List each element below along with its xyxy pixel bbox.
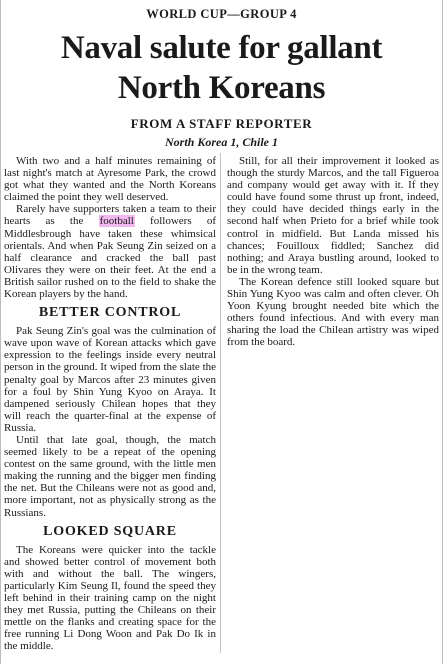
paragraph: Until that late goal, though, the match seemed likely to be a repeat of the opening contest on the same ground, with the little men making the running and the bigger men finding the net. But the Chileans were not as good and, more important, not as physically strong as the Russians. <box>4 433 216 519</box>
subheading-better-control: BETTER CONTROL <box>38 305 182 321</box>
headline-line-1: Naval salute for gallant <box>60 30 383 66</box>
paragraph: The Korean defence still looked square but Shin Yung Kyoo was calm and often clever. Oh Yoon Kyung brought needed bite which the others found infectious. And with every man sharing the load the Chilean artistry was wiped from the board. <box>227 275 439 349</box>
paragraph: The Koreans were quicker into the tackle and showed better control of movement both with and without the ball. The wingers, particularly Kim Seung Il, found the speed they left behind in their training camp on the night they met Russia, putting the Chileans on their mettle on the flanks and creating space for the free running Li Dong Woon and Pak Do Ik in the middle. <box>4 543 216 653</box>
article-column-right <box>227 155 439 349</box>
subheading-looked-square: LOOKED SQUARE <box>43 523 177 539</box>
paragraph: Still, for all their improvement it looked as though the sturdy Marcos, and the tall Figueroa and company would get away with it. If they could have found some thrust up front, indeed, they could have decided things early in the second half when Prieto for a brief while took control in midfield. But Landa missed his chances; Fouilloux fiddled; Sanchez did nothing; and Araya bustling around, looked to be in the wrong team. <box>227 155 439 276</box>
paragraph: Pak Seung Zin's goal was the culmination of wave upon wave of Korean attacks which gave expression to the feelings inside every neutral person in the ground. It wiped from the slate the penalty goal by Marcos after 23 minutes given for a foul by Shin Yung Kyoo on Araya. It dampened seriously Chilean hopes that they will reach the quarter-final at the expense of Russia. <box>4 325 217 434</box>
article-column-left <box>4 155 216 652</box>
search-highlight: football <box>99 215 134 228</box>
column-divider <box>220 153 221 653</box>
section-kicker: WORLD CUP—GROUP 4 <box>146 7 297 21</box>
match-score: North Korea 1, Chile 1 <box>164 135 278 149</box>
paragraph <box>4 203 216 300</box>
byline: FROM A STAFF REPORTER <box>130 116 313 131</box>
text-run: Rarely have supporters taken a team to their hearts as the <box>4 203 216 228</box>
headline-line-2: North Koreans <box>117 70 326 106</box>
text-run: followers of Middlesbrough have taken these whimsical orientals. And when Pak Seung Zin seized on a half clearance and cracked the ball past Olivares they were on their feet. At the end a British sailor rushed on to the field to shake the Korean players by the hand. <box>4 215 216 301</box>
paragraph: With two and a half minutes remaining of last night's match at Ayresome Park, the crowd got what they wanted and the North Koreans claimed the point they well deserved. <box>4 155 216 204</box>
